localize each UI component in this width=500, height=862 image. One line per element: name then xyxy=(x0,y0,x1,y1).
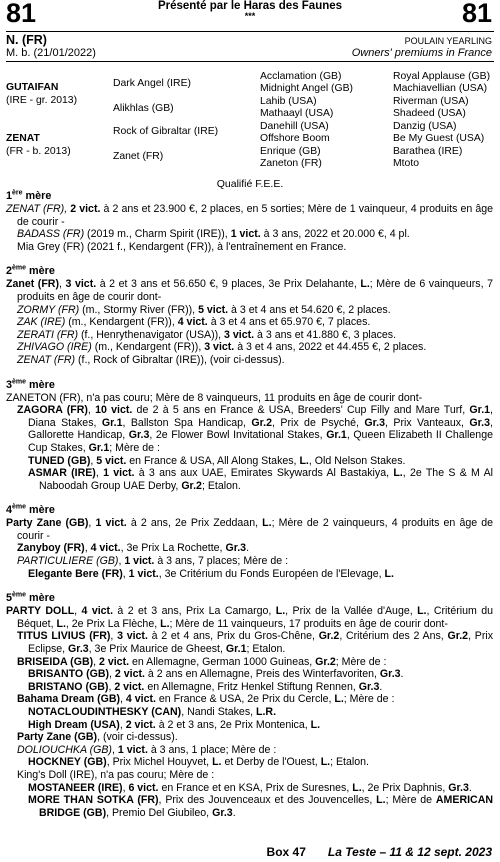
entry-text: , 2e Flower Bowl Invitational Stakes, xyxy=(149,429,327,442)
pedigree-gen4-item: Machiavellian (USA) xyxy=(393,83,488,94)
entry-text: Gr.3 xyxy=(68,643,89,656)
entry-text: , Prix des Jouvenceaux et des Jouvencelles, xyxy=(158,794,377,807)
entry-text: et Derby de l'Ouest, xyxy=(221,756,321,769)
entry-text: Gr.2 xyxy=(181,479,202,492)
produce-entry xyxy=(6,341,493,354)
section-suffix: ème xyxy=(12,591,27,599)
entry-text: , xyxy=(95,467,104,480)
entry-text: ; Etalon. xyxy=(201,479,241,492)
entry-text: 4 vict. xyxy=(125,693,156,706)
entry-text: Party Zane (GB) xyxy=(6,517,89,530)
produce-entry xyxy=(6,769,493,782)
pedigree-gen4-item: Danzig (USA) xyxy=(393,121,457,132)
entry-text: . xyxy=(246,542,250,555)
produce-entry xyxy=(6,228,493,241)
entry-text: ZERATI (FR) xyxy=(17,328,79,341)
entry-text: ; Etalon. xyxy=(330,756,369,769)
entry-text: L. xyxy=(393,467,403,480)
dam-entry xyxy=(6,278,493,303)
entry-text: L. xyxy=(56,617,66,630)
entry-text: ; Mère de 2 vainqueurs, 4 produits en âge de courir - xyxy=(17,517,494,542)
entry-text: BRISANTO (GB) xyxy=(28,668,110,681)
dam-line xyxy=(6,190,493,819)
entry-text: 3 vict. xyxy=(224,328,255,341)
pedigree-sire: GUTAIFAN xyxy=(6,82,59,93)
entry-text: ZENAT (FR) xyxy=(17,353,76,366)
sex-birth: M. b. (21/01/2022) xyxy=(6,47,96,59)
entry-text: L. xyxy=(334,693,344,706)
produce-entry xyxy=(6,656,493,669)
produce-entry xyxy=(6,731,493,744)
entry-text: Bahama Dream (GB) xyxy=(17,693,121,706)
section-number: 3 xyxy=(6,378,13,391)
entry-text: L. xyxy=(360,278,370,291)
entry-text: en France et en KSA, Prix de Suresnes, xyxy=(158,781,353,794)
section-suffix: ème xyxy=(12,264,27,272)
produce-entry xyxy=(6,404,493,454)
entry-text: à 3 et 4 ans, 2022 et 44.455 €, 2 places. xyxy=(234,341,427,354)
entry-text: ZANETON (FR), n'a pas couru; Mère de 8 vainqueurs, 11 produits en âge de courir dont- xyxy=(6,391,423,404)
entry-text: 1 vict. xyxy=(230,228,261,241)
entry-text: Gr.1 xyxy=(88,441,110,454)
entry-text: BADASS (FR) xyxy=(17,228,85,241)
section-label: mère xyxy=(26,592,55,605)
entry-text: L. xyxy=(320,756,331,769)
entry-text: , xyxy=(122,567,129,580)
entry-text: MOSTANEER (IRE) xyxy=(28,781,123,794)
owners-premiums-note: Owners' premiums in France xyxy=(351,47,492,59)
entry-text: 3 vict. xyxy=(204,341,235,354)
pedigree-table xyxy=(6,70,498,175)
produce-entry xyxy=(6,756,493,769)
entry-text: , xyxy=(111,743,118,756)
entry-text: à 2 et 3 ans, 2e Prix Montenica, xyxy=(155,718,311,731)
section-suffix: ème xyxy=(12,503,27,511)
entry-text: à 2 ans en Allemagne, Preis des Winterfavoriten, xyxy=(144,668,380,681)
entry-text: King's Doll (IRE), n'a pas couru; Mère de : xyxy=(17,768,215,781)
pedigree-gen3-item: Offshore Boom xyxy=(260,133,330,144)
entry-text: ; Mère de : xyxy=(109,441,160,454)
entry-text: 1 vict. xyxy=(117,743,148,756)
horse-name: N. (FR) xyxy=(6,33,47,47)
entry-text: NOTACLOUDINTHESKY (CAN) xyxy=(28,706,182,718)
entry-text: PARTICULIERE (GB) xyxy=(17,555,119,568)
pedigree-sire-info: (IRE - gr. 2013) xyxy=(6,95,78,106)
entry-text: , xyxy=(90,454,97,467)
box-number: Box 47 xyxy=(266,845,306,859)
pedigree-gen3-item: Lahib (USA) xyxy=(260,96,317,107)
entry-text: , xyxy=(93,655,100,668)
entry-text: L. xyxy=(212,756,222,769)
pedigree-gen4-item: Royal Applause (GB) xyxy=(393,71,491,82)
pedigree-gen4-item: Barathea (IRE) xyxy=(393,146,463,157)
entry-text: ; Mère de 11 vainqueurs, 17 produits en âge de courir dont- xyxy=(169,617,448,630)
produce-entry xyxy=(6,304,493,317)
section-number: 2 xyxy=(6,265,13,278)
lot-number-left: 81 xyxy=(6,0,37,28)
entry-text: (m., Kendargent (FR)), xyxy=(91,341,205,354)
entry-text: L. xyxy=(352,781,362,794)
entry-text: PARTY DOLL xyxy=(6,605,75,618)
entry-text: . xyxy=(232,806,236,819)
entry-text: à 3 et 4 ans et 65.970 €, 7 places. xyxy=(207,316,371,329)
entry-text: 5 vict. xyxy=(96,454,127,467)
entry-text: Elegante Bere (FR) xyxy=(28,567,123,580)
entry-text: MORE THAN SOTKA (FR) xyxy=(28,794,159,807)
entry-text: , xyxy=(88,517,96,530)
entry-text: TITUS LIVIUS (FR) xyxy=(17,630,111,643)
entry-text: , Prix de la Vallée d'Auge, xyxy=(285,605,418,618)
produce-entry xyxy=(6,782,493,795)
produce-entry xyxy=(6,744,493,757)
entry-text: , Gallorette Handicap, xyxy=(28,416,493,442)
name-rule xyxy=(6,61,494,62)
entry-text: à 2 et 4 ans, Prix du Gros-Chêne, xyxy=(147,630,319,643)
entry-text: , Diana Stakes, xyxy=(28,404,493,429)
entry-text: , Critérium des 2 Ans, xyxy=(339,630,448,643)
produce-entry xyxy=(6,241,493,254)
header-rule xyxy=(6,31,494,32)
entry-text: Gr.3 xyxy=(364,416,386,429)
entry-text: , xyxy=(108,680,115,693)
section-title xyxy=(6,592,493,605)
entry-text: , 3e Prix La Rochette, xyxy=(120,542,226,555)
entry-text: 4 vict. xyxy=(81,605,114,618)
entry-text: en Allemagne, German 1000 Guineas, xyxy=(129,655,316,668)
entry-text: (2019 m., Charm Spirit (IRE)), xyxy=(84,228,231,241)
presented-by: Présenté par le Haras des Faunes xyxy=(157,0,343,12)
section-label: mère xyxy=(26,378,55,391)
entry-text: à 2 et 3 ans, Prix La Camargo, xyxy=(113,605,276,618)
entry-text: AMERICAN BRIDGE (GB) xyxy=(39,794,493,819)
entry-text: , xyxy=(84,542,91,555)
pedigree-gen3-item: Acclamation (GB) xyxy=(260,71,342,82)
entry-text: L. xyxy=(384,567,394,580)
entry-text: Gr.3 xyxy=(128,429,150,442)
section-suffix: ère xyxy=(12,189,23,197)
entry-text: Party Zane (GB) xyxy=(17,731,98,744)
entry-text: , Prix Michel Houyvet, xyxy=(106,756,213,769)
entry-text: ASMAR (IRE) xyxy=(28,467,96,480)
entry-text: BRISEIDA (GB) xyxy=(17,655,94,668)
entry-text: L. xyxy=(299,454,309,467)
entry-text: 1 vict. xyxy=(103,467,135,480)
entry-text: High Dream (USA) xyxy=(28,718,120,731)
dam-entry xyxy=(6,392,493,405)
entry-text: L. xyxy=(310,718,321,731)
produce-entry xyxy=(6,568,493,581)
entry-text: à 3 ans, 7 places; Mère de : xyxy=(154,555,289,568)
entry-text: 2 vict. xyxy=(114,680,145,693)
entry-text: 4 vict. xyxy=(177,316,208,329)
pedigree-gen2-item: Rock of Gibraltar (IRE) xyxy=(113,126,219,137)
pedigree-gen3-item: Danehill (USA) xyxy=(260,121,329,132)
entry-text: , Queen Elizabeth II Challenge Cup Stakes, xyxy=(28,429,493,454)
entry-text: , Prix Vanteaux, xyxy=(385,416,470,429)
entry-text: L. xyxy=(262,517,272,530)
pedigree-gen3-item: Zaneton (FR) xyxy=(260,158,322,169)
produce-entry xyxy=(6,693,493,706)
entry-text: , 3e Critérium du Fonds Européen de l'Elevage, xyxy=(158,567,385,580)
entry-text: 10 vict. xyxy=(95,404,133,417)
entry-text: , xyxy=(119,718,126,731)
entry-text: ; Mère de : xyxy=(335,655,387,668)
entry-text: L. xyxy=(160,617,170,630)
entry-text: (m., Stormy River (FR)), xyxy=(79,303,199,316)
page-footer xyxy=(267,845,492,859)
section-title xyxy=(6,504,493,517)
entry-text: . xyxy=(468,781,472,794)
entry-text: Gr.2 xyxy=(447,630,469,643)
entry-text: ; Mère de : xyxy=(343,693,395,706)
qualified-note: Qualifié F.E.E. xyxy=(216,178,284,190)
entry-text: 2 vict. xyxy=(114,668,145,681)
entry-text: en Allemagne, Fritz Henkel Stiftung Rennen, xyxy=(144,680,359,693)
pedigree-gen2-item: Dark Angel (IRE) xyxy=(113,78,191,89)
section-title xyxy=(6,379,493,392)
section-label: mère xyxy=(22,190,52,202)
entry-text: , xyxy=(59,278,66,291)
entry-text: Gr.1 xyxy=(469,404,491,417)
entry-text: en France & USA, 2e Prix du Cercle, xyxy=(155,693,335,706)
entry-text: , Critérium du Béquet, xyxy=(17,605,493,630)
pedigree-dam-info: (FR - b. 2013) xyxy=(6,146,71,157)
section-title xyxy=(6,190,493,203)
dam-entry xyxy=(6,605,493,630)
section-number: 4 xyxy=(6,504,13,517)
entry-text: 2 vict. xyxy=(70,203,101,215)
pedigree-gen3-item: Mathaayl (USA) xyxy=(260,108,334,119)
second-dam-section xyxy=(6,265,493,366)
entry-text: Gr.2 xyxy=(315,655,336,668)
entry-text: , xyxy=(74,605,82,618)
section-suffix: ème xyxy=(12,377,27,385)
third-dam-section xyxy=(6,379,493,493)
entry-text: ZORMY (FR) xyxy=(17,303,80,316)
entry-text: de 2 à 5 ans en France & USA, Breeders' Cup Filly and Mare Turf, xyxy=(132,404,470,417)
entry-text: , Prix de Psyché, xyxy=(272,416,365,429)
entry-text: Zanyboy (FR) xyxy=(17,542,85,555)
entry-text: Gr.3 xyxy=(448,781,469,794)
produce-entry xyxy=(6,668,493,681)
entry-text: ZENAT (FR), xyxy=(6,203,71,215)
entry-text: L.R. xyxy=(256,706,277,718)
entry-text: HOCKNEY (GB) xyxy=(28,756,107,769)
produce-entry xyxy=(6,794,493,819)
entry-text: ZHIVAGO (IRE) xyxy=(17,341,92,354)
produce-entry xyxy=(6,455,493,468)
entry-text: 1 vict. xyxy=(128,567,159,580)
entry-text: Gr.3 xyxy=(212,806,233,819)
entry-text: Gr.1 xyxy=(225,643,247,656)
produce-entry xyxy=(6,630,493,655)
entry-text: , xyxy=(109,668,115,681)
pedigree-gen4-item: Be My Guest (USA) xyxy=(393,133,485,144)
entry-text: à 2 et 3 ans et 56.650 €, 9 places, 3e Prix Delahante, xyxy=(96,278,361,291)
entry-text: 6 vict. xyxy=(128,781,159,794)
sex-birth-line xyxy=(6,47,492,60)
entry-text: ZAGORA (FR) xyxy=(17,404,88,417)
entry-text: 1 vict. xyxy=(95,517,127,530)
entry-text: TUNED (GB) xyxy=(28,454,91,467)
entry-text: ; Mère de xyxy=(385,794,436,807)
produce-entry xyxy=(6,542,493,555)
entry-text: , 2e Prix La Flèche, xyxy=(65,617,161,630)
pedigree-gen4-item: Mtoto xyxy=(393,158,419,169)
entry-text: Gr.2 xyxy=(318,630,340,643)
entry-text: BRISTANO (GB) xyxy=(28,680,109,693)
section-label: mère xyxy=(26,265,55,278)
entry-text: Gr.2 xyxy=(251,416,273,429)
entry-text: , 3e Prix Maurice de Gheest, xyxy=(88,643,226,656)
entry-text: , xyxy=(87,404,96,417)
entry-text: à 3 ans aux UAE, Emirates Skywards Al Bastakiya, xyxy=(134,467,394,480)
horse-name-line xyxy=(6,34,492,47)
entry-text: Gr.3 xyxy=(225,542,247,555)
entry-text: . xyxy=(379,680,383,693)
entry-text: L. xyxy=(417,605,427,618)
pedigree-gen3-item: Midnight Angel (GB) xyxy=(260,83,353,94)
entry-text: 3 vict. xyxy=(117,630,148,643)
entry-text: Gr.3 xyxy=(358,680,380,693)
stars-mark: *** xyxy=(244,11,256,21)
entry-text: à 3 ans, 2022 et 20.000 €, 4 pl. xyxy=(260,228,410,241)
lot-number-right: 81 xyxy=(461,0,492,28)
entry-text: à 2 ans et 23.900 €, 2 places, en 5 sorties; Mère de 1 vainqueur, 4 produits en âge de courir - xyxy=(17,203,493,228)
entry-text: DOLIOUCHKA (GB) xyxy=(17,743,112,756)
entry-text: (f., Henrythenavigator (USA)), xyxy=(78,328,225,341)
entry-text: à 2 ans, 2e Prix Zeddaan, xyxy=(126,517,263,530)
section-number: 1 xyxy=(6,190,13,202)
pedigree-gen2-item: Alikhlas (GB) xyxy=(113,103,174,114)
entry-text: , xyxy=(118,555,125,568)
entry-text: Gr.3 xyxy=(469,416,491,429)
produce-entry xyxy=(6,329,493,342)
pedigree-gen4-item: Riverman (USA) xyxy=(393,96,469,107)
entry-text: Gr.1 xyxy=(101,416,123,429)
entry-text: . xyxy=(400,668,404,681)
entry-text: , Prix Eclipse, xyxy=(28,630,493,656)
sale-event: La Teste – 11 & 12 sept. 2023 xyxy=(327,845,492,859)
entry-text: , Ballston Spa Handicap, xyxy=(122,416,252,429)
entry-text: 1 vict. xyxy=(124,555,155,568)
entry-text: , Premio Del Giubileo, xyxy=(106,806,213,819)
entry-text: , 2e The S & M Al Naboodah Group UAE Derby, xyxy=(39,467,493,492)
section-number: 5 xyxy=(6,592,13,605)
entry-text: , xyxy=(110,630,118,643)
entry-text: 3 vict. xyxy=(65,278,97,291)
first-dam-section xyxy=(6,190,493,253)
entry-text: à 3 ans et 41.880 €, 3 places. xyxy=(254,328,397,341)
fifth-dam-section xyxy=(6,592,493,819)
dam-entry xyxy=(6,203,493,228)
entry-text: ; Etalon. xyxy=(246,643,286,656)
produce-entry xyxy=(6,354,493,367)
dam-entry xyxy=(6,517,493,542)
entry-text: , 2e Prix Daphnis, xyxy=(361,781,449,794)
produce-entry xyxy=(6,706,493,719)
entry-text: Zanet (FR) xyxy=(6,278,59,291)
pedigree-gen4-item: Shadeed (USA) xyxy=(393,108,466,119)
entry-text: Gr.3 xyxy=(379,668,401,681)
entry-text: , xyxy=(122,781,129,794)
produce-entry xyxy=(6,316,493,329)
section-label: mère xyxy=(26,504,55,517)
pedigree-dam: ZENAT xyxy=(6,133,40,144)
entry-text: , (voir ci-dessus). xyxy=(97,731,178,744)
section-title xyxy=(6,265,493,278)
entry-text: ZAK (IRE) xyxy=(17,316,66,329)
produce-entry xyxy=(6,719,493,732)
entry-text: (f., Rock of Gibraltar (IRE)), (voir ci-dessus). xyxy=(75,353,285,366)
entry-text: L. xyxy=(376,794,386,807)
entry-text: ; Mère de 6 vainqueurs, 7 produits en âge de courir dont- xyxy=(17,278,494,303)
entry-text: 4 vict. xyxy=(90,542,121,555)
entry-text: en France & USA, All Along Stakes, xyxy=(126,454,300,467)
entry-text: , xyxy=(120,693,126,706)
entry-text: Mia Grey (FR) (2021 f., Kendargent (FR)), à l'entraînement en France. xyxy=(17,240,347,253)
entry-text: 2 vict. xyxy=(125,718,156,731)
entry-text: Gr.1 xyxy=(326,429,347,442)
entry-text: 5 vict. xyxy=(198,303,229,316)
produce-entry xyxy=(6,681,493,694)
pedigree-gen2-item: Zanet (FR) xyxy=(113,151,164,162)
fourth-dam-section xyxy=(6,504,493,580)
entry-text: 2 vict. xyxy=(99,655,130,668)
entry-text: (m., Kendargent (FR)), xyxy=(65,316,178,329)
entry-text: , Nandi Stakes, xyxy=(181,706,257,718)
entry-text: à 3 et 4 ans et 54.620 €, 2 places. xyxy=(228,303,391,316)
entry-text: L. xyxy=(275,605,286,618)
entry-text: à 3 ans, 1 place; Mère de : xyxy=(147,743,277,756)
horse-type: POULAIN YEARLING xyxy=(404,36,492,46)
produce-entry xyxy=(6,467,493,492)
pedigree-gen3-item: Enrique (GB) xyxy=(260,146,321,157)
entry-text: , Old Nelson Stakes. xyxy=(308,454,406,467)
produce-entry xyxy=(6,555,493,568)
